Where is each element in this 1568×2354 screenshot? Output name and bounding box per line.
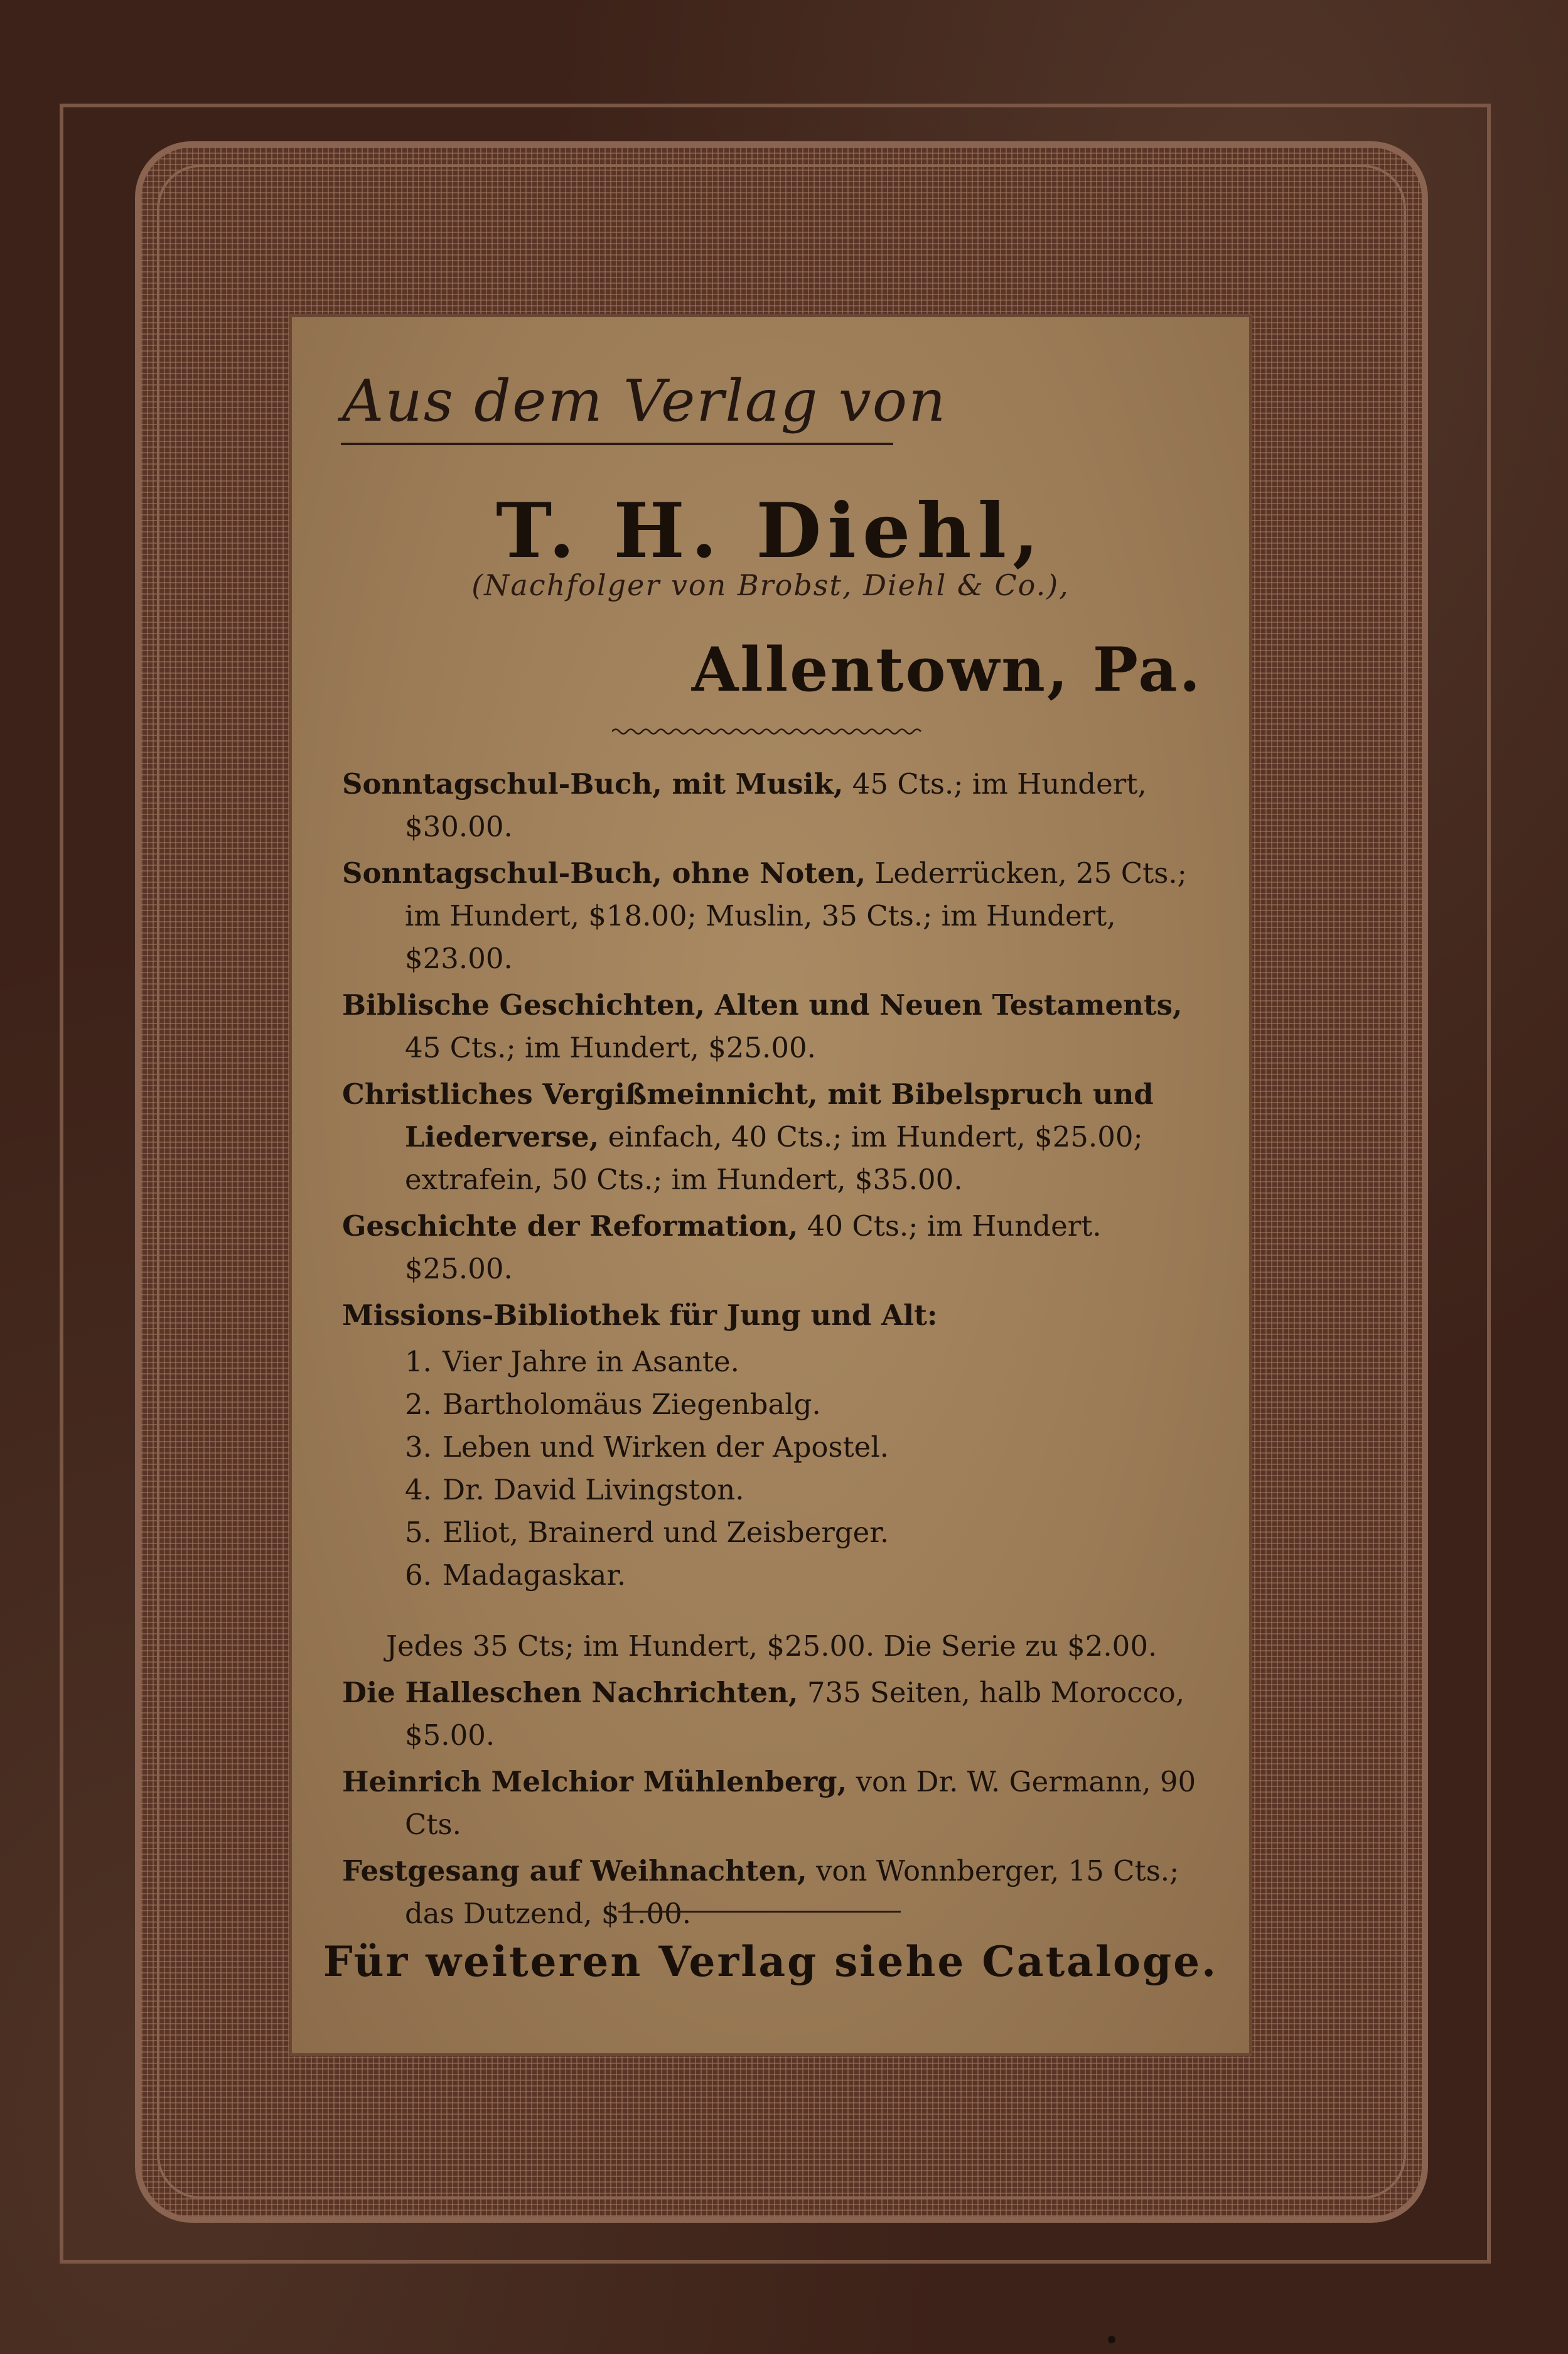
entry-text: Lederrücken, 25 Cts.; im Hundert, $18.00; Muslin, 35 Cts.; im Hundert, $23.00. bbox=[405, 856, 1187, 975]
item-label: Madagaskar. bbox=[443, 1558, 626, 1592]
entry-text: 45 Cts.; im Hundert, $25.00. bbox=[405, 1031, 816, 1064]
catalog-entries bbox=[342, 763, 1202, 1939]
intro-underline bbox=[341, 443, 893, 445]
publisher-city: Allentown, Pa. bbox=[691, 634, 1202, 705]
list-item bbox=[342, 1205, 1202, 1290]
item-number: 5. bbox=[405, 1516, 432, 1549]
list-item bbox=[405, 1341, 1202, 1383]
list-item bbox=[342, 1073, 1202, 1201]
entry-text: 40 Cts.; im Hundert. $25.00. bbox=[405, 1209, 1102, 1285]
list-item bbox=[405, 1469, 1202, 1511]
item-number: 6. bbox=[405, 1558, 432, 1592]
item-label: Leben und Wirken der Apostel. bbox=[443, 1430, 889, 1464]
publisher-intro: Aus dem Verlag von bbox=[342, 367, 947, 435]
item-number: 3. bbox=[405, 1430, 432, 1464]
entry-title: Festgesang auf Weihnachten, bbox=[342, 1854, 807, 1887]
entry-title: Biblische Geschichten, Alten und Neuen Testaments, bbox=[342, 988, 1183, 1022]
entry-text: von Wonnberger, 15 Cts.; das Dutzend, $1.00. bbox=[405, 1854, 1179, 1930]
successor-note: (Nachfolger von Brobst, Diehl & Co.), bbox=[471, 568, 1070, 602]
list-item bbox=[405, 1554, 1202, 1597]
item-number: 1. bbox=[405, 1345, 432, 1378]
list-item bbox=[342, 984, 1202, 1069]
mission-price-note: Jedes 35 Cts; im Hundert, $25.00. Die Serie zu $2.00. bbox=[386, 1629, 1157, 1663]
publisher-name: T. H. Diehl, bbox=[496, 487, 1045, 575]
entry-text: 45 Cts.; im Hundert, $30.00. bbox=[405, 767, 1147, 843]
closing-line: Für weiteren Verlag siehe Cataloge. bbox=[323, 1937, 1218, 1986]
list-item bbox=[342, 1761, 1202, 1846]
list-item bbox=[405, 1383, 1202, 1426]
entry-title: Missions-Bibliothek für Jung und Alt: bbox=[342, 1298, 938, 1332]
item-label: Vier Jahre in Asante. bbox=[443, 1345, 739, 1378]
item-number: 4. bbox=[405, 1473, 432, 1506]
entry-title: Sonntagschul-Buch, mit Musik, bbox=[342, 767, 844, 801]
entry-text: einfach, 40 Cts.; im Hundert, $25.00; extrafein, 50 Cts.; im Hundert, $35.00. bbox=[405, 1120, 1143, 1196]
item-label: Bartholomäus Ziegenbalg. bbox=[443, 1388, 821, 1421]
list-item bbox=[342, 1850, 1202, 1935]
item-number: 2. bbox=[405, 1388, 432, 1421]
list-item bbox=[405, 1426, 1202, 1469]
list-item bbox=[405, 1511, 1202, 1554]
item-label: Dr. David Livingston. bbox=[443, 1473, 744, 1506]
advertisement-panel bbox=[292, 317, 1249, 2053]
wavy-divider bbox=[612, 725, 926, 738]
entry-text: 735 Seiten, halb Morocco, $5.00. bbox=[405, 1676, 1185, 1752]
mission-library-list bbox=[342, 1341, 1202, 1597]
list-item bbox=[342, 763, 1202, 848]
entry-text: von Dr. W. Germann, 90 Cts. bbox=[405, 1765, 1196, 1841]
entry-title: Die Halleschen Nachrichten, bbox=[342, 1676, 798, 1709]
ornament-dot bbox=[1108, 2336, 1115, 2343]
item-label: Eliot, Brainerd und Zeisberger. bbox=[443, 1516, 889, 1549]
list-item bbox=[342, 1671, 1202, 1757]
list-item bbox=[342, 852, 1202, 980]
entry-title: Sonntagschul-Buch, ohne Noten, bbox=[342, 856, 866, 890]
entry-title: Christliches Vergißmeinnicht, mit Bibelspruch und Liederverse, bbox=[342, 1077, 1154, 1153]
entry-title: Geschichte der Reformation, bbox=[342, 1209, 798, 1243]
entry-title: Heinrich Melchior Mühlenberg, bbox=[342, 1765, 847, 1798]
mission-library-heading bbox=[342, 1294, 1202, 1337]
closing-divider bbox=[618, 1911, 901, 1913]
